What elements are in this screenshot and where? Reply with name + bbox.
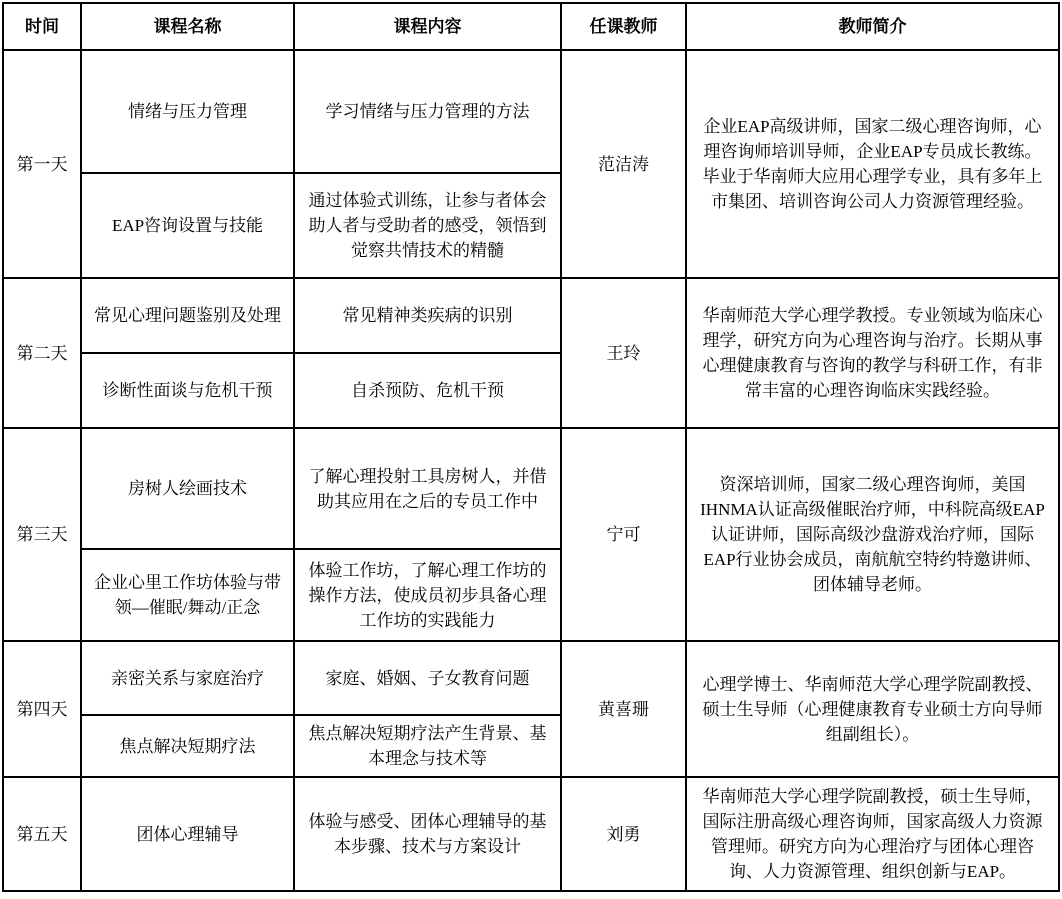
time-cell-day5: 第五天 [3,777,81,891]
teacher-intro-cell-day5: 华南师范大学心理学院副教授，硕士生导师，国际注册高级心理咨询师，国家高级人力资源管理师。研究方向为心理治疗与团体心理咨询、人力资源管理、组织创新与EAP。 [686,777,1059,891]
course-row [3,641,1059,715]
course-name-cell: 房树人绘画技术 [81,428,294,549]
header-cell-time: 时间 [3,3,81,50]
course-name-cell: 常见心理问题鉴别及处理 [81,278,294,353]
course-name-cell: 亲密关系与家庭治疗 [81,641,294,715]
course-name-cell: EAP咨询设置与技能 [81,173,294,278]
teacher-intro-cell-day1: 企业EAP高级讲师，国家二级心理咨询师，心理咨询师培训导师，企业EAP专员成长教练。毕业于华南师大应用心理学专业，具有多年上市集团、培训咨询公司人力资源管理经验。 [686,50,1059,278]
teacher-intro-cell-day4: 心理学博士、华南师范大学心理学院副教授、硕士生导师（心理健康教育专业硕士方向导师组副组长）。 [686,641,1059,777]
course-content-cell: 自杀预防、危机干预 [294,353,561,428]
time-cell-day1: 第一天 [3,50,81,278]
header-cell-course-content: 课程内容 [294,3,561,50]
course-row [3,50,1059,173]
course-name-cell: 企业心里工作坊体验与带领—催眠/舞动/正念 [81,549,294,641]
time-cell-day3: 第三天 [3,428,81,641]
header-row [3,3,1059,50]
header-cell-teacher: 任课教师 [561,3,686,50]
course-content-cell: 通过体验式训练，让参与者体会助人者与受助者的感受，领悟到觉察共情技术的精髓 [294,173,561,278]
course-content-cell: 学习情绪与压力管理的方法 [294,50,561,173]
course-name-cell: 焦点解决短期疗法 [81,715,294,777]
teacher-intro-cell-day3: 资深培训师，国家二级心理咨询师，美国IHNMA认证高级催眠治疗师，中科院高级EAP认证讲师，国际高级沙盘游戏治疗师，国际EAP行业协会成员，南航航空特约特邀讲师、团体辅导老师。 [686,428,1059,641]
course-row [3,428,1059,549]
course-content-cell: 家庭、婚姻、子女教育问题 [294,641,561,715]
course-name-cell: 情绪与压力管理 [81,50,294,173]
course-row [3,278,1059,353]
course-name-cell: 诊断性面谈与危机干预 [81,353,294,428]
time-cell-day2: 第二天 [3,278,81,428]
course-content-cell: 体验工作坊，了解心理工作坊的操作方法，使成员初步具备心理工作坊的实践能力 [294,549,561,641]
course-schedule-table [2,2,1060,892]
course-content-cell: 常见精神类疾病的识别 [294,278,561,353]
course-row [3,777,1059,891]
teacher-cell-day5: 刘勇 [561,777,686,891]
course-content-cell: 焦点解决短期疗法产生背景、基本理念与技术等 [294,715,561,777]
teacher-cell-day2: 王玲 [561,278,686,428]
header-cell-course-name: 课程名称 [81,3,294,50]
teacher-intro-cell-day2: 华南师范大学心理学教授。专业领域为临床心理学，研究方向为心理咨询与治疗。长期从事心理健康教育与咨询的教学与科研工作，有非常丰富的心理咨询临床实践经验。 [686,278,1059,428]
time-cell-day4: 第四天 [3,641,81,777]
teacher-cell-day4: 黄喜珊 [561,641,686,777]
header-cell-teacher-intro: 教师简介 [686,3,1059,50]
course-content-cell: 体验与感受、团体心理辅导的基本步骤、技术与方案设计 [294,777,561,891]
course-name-cell: 团体心理辅导 [81,777,294,891]
course-content-cell: 了解心理投射工具房树人，并借助其应用在之后的专员工作中 [294,428,561,549]
teacher-cell-day1: 范洁涛 [561,50,686,278]
teacher-cell-day3: 宁可 [561,428,686,641]
